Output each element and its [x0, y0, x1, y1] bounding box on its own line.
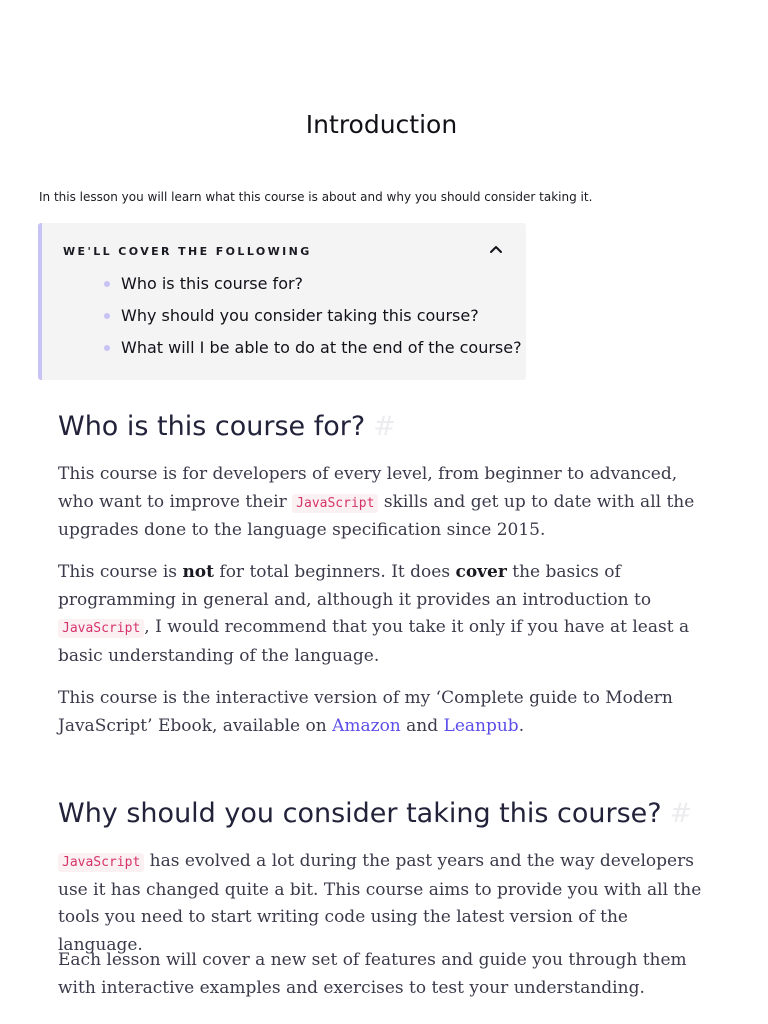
text: This course is the interactive version of my ‘Complete guide to Modern JavaScript’ Ebook, available on: [58, 688, 673, 736]
inline-code: JavaScript: [292, 494, 378, 513]
bold-text: cover: [455, 562, 507, 582]
paragraph: [58, 461, 718, 545]
toc-list: [104, 273, 522, 369]
lesson-summary: In this lesson you will learn what this course is about and why you should consider taking it.: [39, 190, 593, 204]
section-heading-text: Who is this course for?: [58, 411, 366, 442]
text: has evolved a lot during the past years and the way developers use it has changed quite a bit. This course aims to provide you with all the tools you need to start writing code using the latest version of the language.: [58, 851, 702, 955]
text: skills and get up to date with all the upgrades done to the language specification since 2015.: [58, 491, 695, 540]
chevron-up-icon[interactable]: [488, 241, 504, 257]
text: , I would recommend that you take it only if you have at least a basic understanding of the language.: [58, 617, 690, 666]
anchor-link-icon[interactable]: #: [373, 411, 396, 442]
toc-item-what[interactable]: [104, 337, 522, 369]
toc-item-label: Who is this course for?: [121, 274, 304, 293]
amazon-link[interactable]: Amazon: [332, 715, 401, 736]
text: and: [400, 715, 444, 736]
section-heading-text: Why should you consider taking this course?: [58, 798, 662, 829]
text: .: [518, 715, 525, 736]
section-heading-why: [58, 798, 692, 829]
paragraph: [58, 685, 718, 740]
leanpub-link[interactable]: Leanpub: [443, 715, 519, 736]
text: for total beginners. It does: [214, 562, 456, 582]
toc-panel: [38, 223, 526, 380]
section-heading-who: [58, 411, 396, 442]
toc-item-label: What will I be able to do at the end of the course?: [121, 338, 522, 357]
text: Each lesson will cover a new set of features and guide you through them with interactive examples and exercises to test your understanding.: [58, 950, 687, 998]
paragraph: [58, 559, 718, 670]
anchor-link-icon[interactable]: #: [669, 798, 693, 829]
text: This course is for developers of every level, from beginner to advanced, who want to improve their: [58, 464, 678, 512]
toc-item-why[interactable]: [104, 305, 522, 337]
bullet-icon: [104, 345, 110, 351]
text: the basics of programming in general and, although it provides an introduction to: [58, 562, 652, 610]
paragraph: [58, 947, 718, 1002]
page-title: Introduction: [305, 110, 458, 139]
text: This course is: [58, 562, 183, 582]
toc-item-label: Why should you consider taking this course?: [121, 306, 479, 325]
inline-code: JavaScript: [58, 853, 144, 872]
bullet-icon: [104, 281, 110, 287]
paragraph: [58, 848, 718, 959]
bold-text: not: [182, 562, 214, 582]
inline-code: JavaScript: [58, 619, 144, 638]
toc-item-who[interactable]: [104, 273, 522, 305]
bullet-icon: [104, 313, 110, 319]
toc-heading: WE'LL COVER THE FOLLOWING: [63, 245, 312, 258]
